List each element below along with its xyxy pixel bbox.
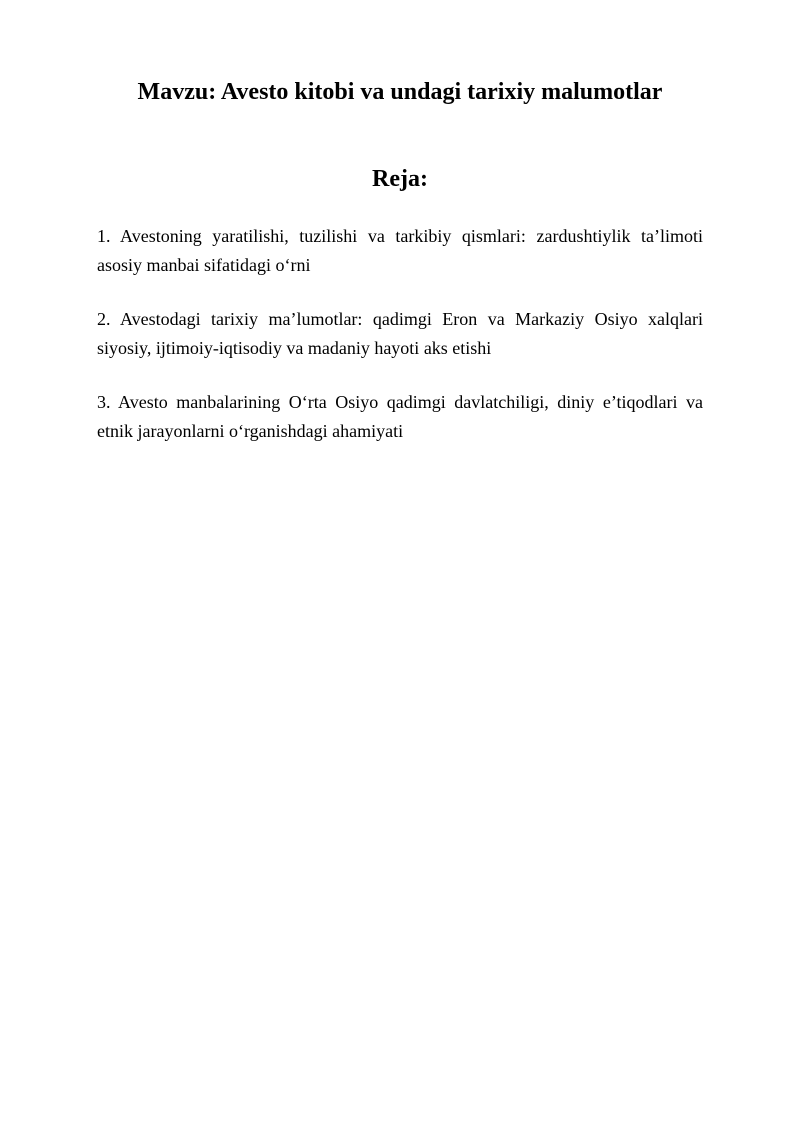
plan-item-1: 1. Avestoning yaratilishi, tuzilishi va tarkibiy qismlari: zardushtiylik ta’limoti asosiy manbai sifatidagi o‘rni xyxy=(97,226,703,275)
page-title: Mavzu: Avesto kitobi va undagi tarixiy malumotlar xyxy=(137,79,663,105)
plan-list xyxy=(97,222,703,471)
plan-item-3: 3. Avesto manbalarining O‘rta Osiyo qadimgi davlatchiligi, diniy e’tiqodlari va etnik jarayonlarni o‘rganishdagi ahamiyati xyxy=(97,392,703,441)
plan-item-2: 2. Avestodagi tarixiy ma’lumotlar: qadimgi Eron va Markaziy Osiyo xalqlari siyosiy, ijtimoiy-iqtisodiy va madaniy hayoti aks etishi xyxy=(97,309,703,358)
plan-heading: Reja: xyxy=(372,166,428,192)
